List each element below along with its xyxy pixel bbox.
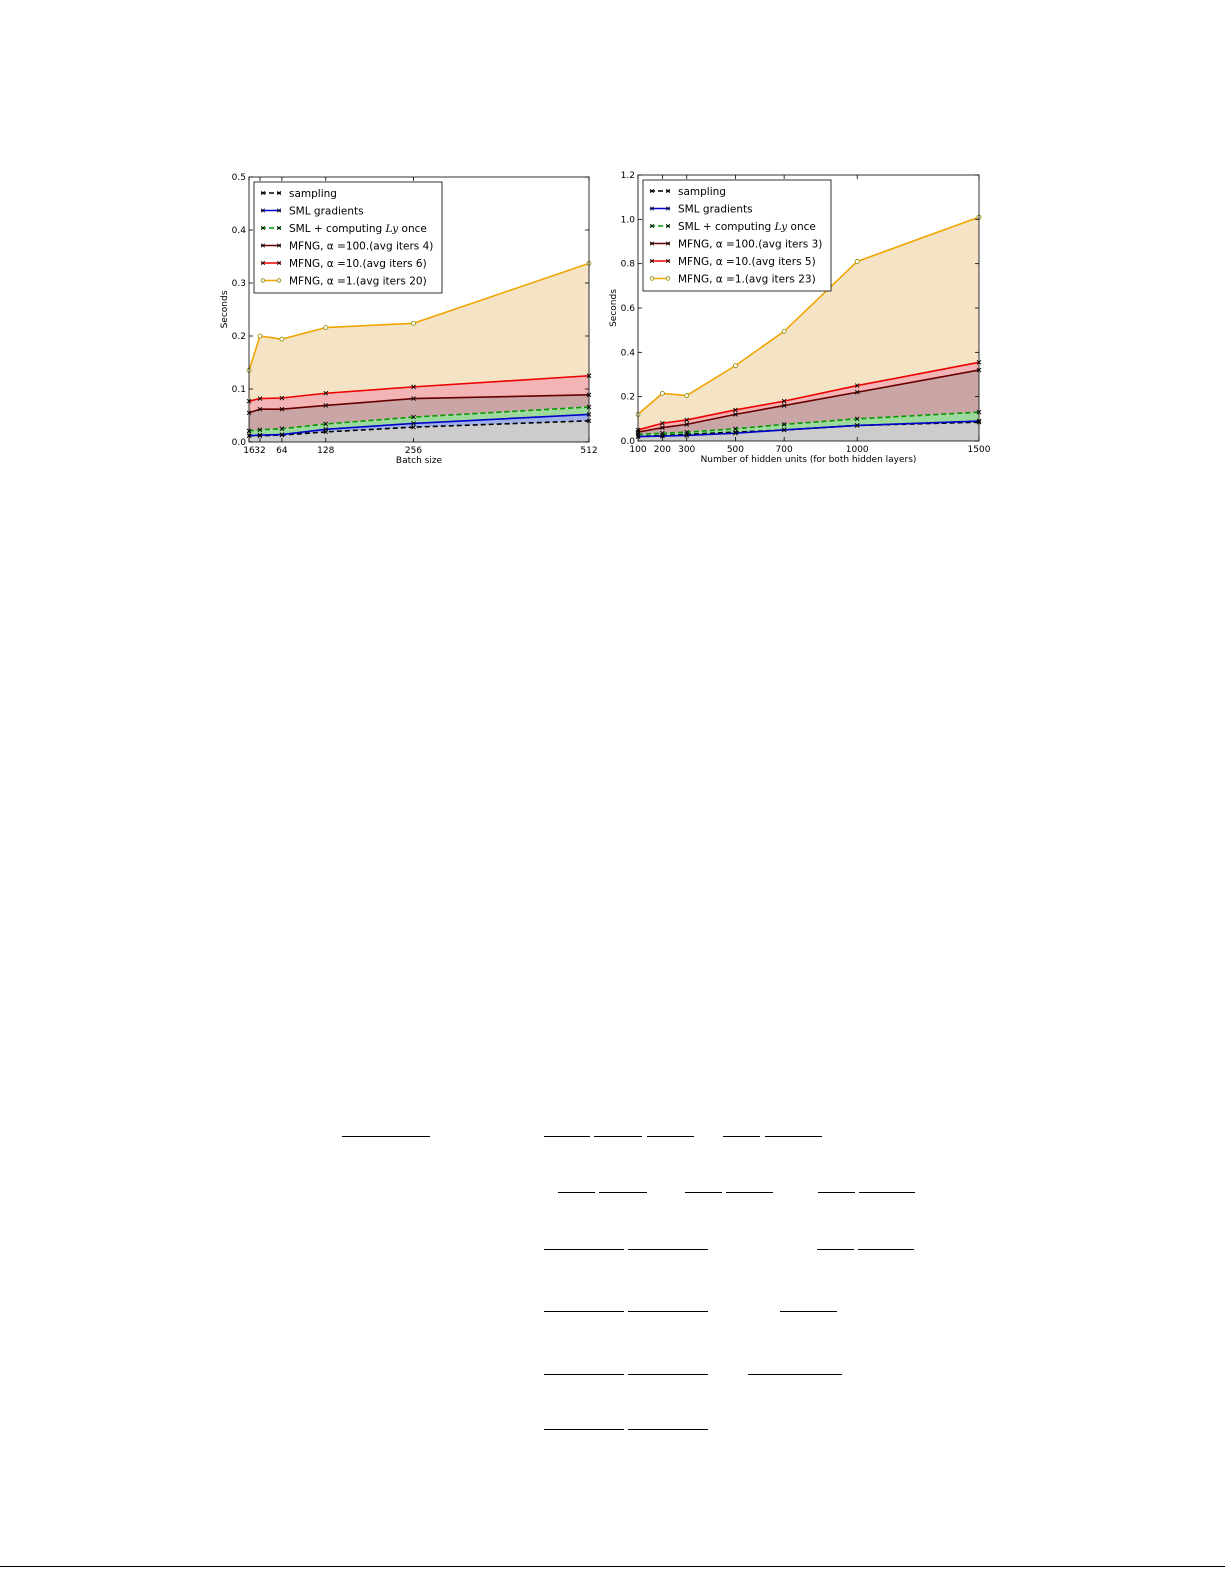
data-point: [324, 326, 328, 330]
equation-rule: [647, 1136, 694, 1137]
equation-rule: [818, 1192, 855, 1193]
equation-rule: [723, 1136, 760, 1137]
y-tick-label: 0.4: [231, 226, 246, 236]
data-point: [855, 259, 859, 263]
equation-rule: [594, 1136, 642, 1137]
x-tick-label: 128: [317, 446, 335, 456]
legend-label: MFNG, α =100.(avg iters 4): [289, 240, 434, 253]
equation-rule: [544, 1249, 624, 1250]
equation-rule: [544, 1429, 624, 1430]
x-tick-label: 256: [404, 446, 423, 456]
y-tick-label: 1.0: [620, 215, 635, 226]
x-tick-label: 700: [775, 445, 793, 455]
legend-label: SML gradients: [678, 203, 753, 216]
legend-label: MFNG, α =10.(avg iters 6): [289, 258, 427, 270]
equation-rule: [859, 1192, 915, 1193]
equation-rule: [726, 1192, 773, 1193]
y-tick-label: 0.1: [231, 385, 246, 395]
legend-label: MFNG, α =100.(avg iters 3): [678, 238, 823, 251]
data-point: [258, 334, 262, 338]
equation-rule: [817, 1249, 854, 1250]
equation-rule: [748, 1374, 842, 1375]
x-tick-label: 32: [254, 446, 266, 456]
x-axis-label: Number of hidden units (for both hidden layers): [700, 455, 917, 465]
y-tick-label: 0.2: [620, 392, 635, 403]
data-point: [782, 329, 786, 333]
y-axis-label: Seconds: [609, 289, 619, 327]
legend-label: sampling: [678, 186, 726, 198]
y-tick-label: 0.6: [620, 304, 635, 314]
y-tick-label: 0.3: [231, 279, 246, 289]
y-tick-label: 0.5: [231, 173, 246, 183]
equation-rule: [544, 1136, 590, 1137]
legend-label: sampling: [289, 188, 337, 200]
equation-rule: [780, 1311, 837, 1312]
legend-label: MFNG, α =10.(avg iters 5): [678, 256, 816, 268]
equation-rule: [544, 1374, 624, 1375]
x-tick-label: 512: [580, 446, 598, 456]
equation-rule: [599, 1192, 647, 1193]
equation-rule: [858, 1249, 914, 1250]
x-tick-label: 64: [276, 446, 288, 456]
y-tick-label: 0.0: [231, 438, 246, 448]
equation-rule: [765, 1136, 822, 1137]
x-tick-label: 200: [653, 445, 671, 455]
legend-marker: [666, 277, 670, 281]
equation-rule: [628, 1249, 708, 1250]
y-tick-label: 0.4: [620, 348, 635, 359]
data-point: [733, 364, 737, 368]
legend-label: SML + computing Ly once: [289, 223, 427, 235]
page-footer-rule: [0, 1566, 1225, 1567]
y-tick-label: 0.2: [231, 332, 246, 342]
chart-hidden-units: [605, 165, 1000, 470]
x-tick-label: 16: [243, 446, 255, 456]
legend-label: SML gradients: [289, 205, 364, 218]
y-axis-label: Seconds: [220, 290, 230, 329]
x-tick-label: 100: [629, 445, 647, 455]
data-point: [412, 321, 416, 325]
x-axis-label: Batch size: [395, 456, 443, 466]
equation-rule: [685, 1192, 722, 1193]
equation-rule: [628, 1374, 708, 1375]
equation-rule: [558, 1192, 595, 1193]
data-point: [280, 337, 284, 341]
legend-label: SML + computing Ly once: [678, 221, 816, 233]
y-tick-label: 0.8: [620, 259, 635, 270]
y-tick-label: 0.0: [620, 437, 635, 447]
x-tick-label: 300: [678, 445, 696, 455]
legend-marker: [277, 279, 281, 283]
chart-batch-size: [215, 165, 610, 470]
legend-marker: [650, 277, 654, 281]
data-point: [660, 391, 664, 395]
data-point: [685, 394, 689, 398]
y-tick-label: 1.2: [620, 171, 635, 181]
x-tick-label: 500: [726, 445, 745, 455]
x-tick-label: 1000: [845, 445, 869, 455]
x-tick-label: 1500: [967, 445, 991, 455]
equation-rule: [342, 1136, 430, 1137]
legend-marker: [261, 279, 265, 283]
legend-label: MFNG, α =1.(avg iters 23): [678, 273, 816, 286]
equation-rule: [544, 1311, 624, 1312]
equation-rule: [628, 1429, 708, 1430]
legend-label: MFNG, α =1.(avg iters 20): [289, 275, 427, 288]
equation-rule: [628, 1311, 708, 1312]
